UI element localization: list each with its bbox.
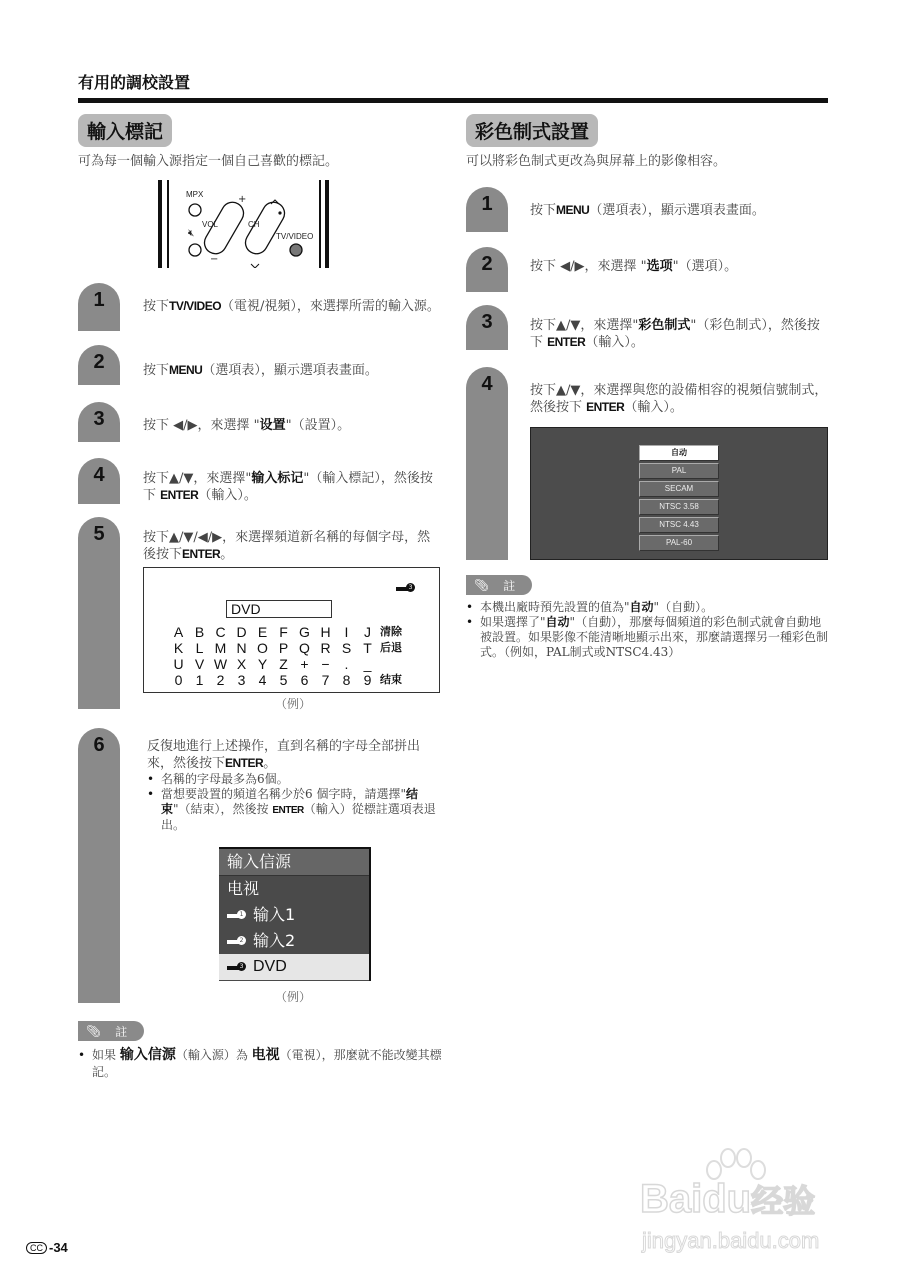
step-number: 2: [93, 351, 105, 373]
input-3-plug-icon: 3: [227, 962, 245, 972]
note-tag: 📎︎ 註: [466, 575, 532, 595]
key[interactable]: O: [257, 640, 268, 656]
step-text-4: 按下▲/▼，來選擇與您的設備相容的視頻信號制式，然後按下 ENTER（輸入）。: [530, 383, 828, 415]
key[interactable]: 8: [342, 672, 351, 688]
key[interactable]: T: [363, 640, 372, 656]
baidu-watermark: [640, 1148, 870, 1263]
key[interactable]: I: [344, 624, 349, 640]
section-title-input-label: 輸入標記: [78, 114, 172, 147]
paperclip-icon: 📎︎: [474, 578, 490, 592]
input-source-menu: [219, 847, 371, 981]
key[interactable]: C: [215, 624, 226, 640]
step-text-2: 按下 ◀/▶，來選擇 "选项"（選項）。: [530, 259, 738, 274]
step-text-3: 按下 ◀/▶，來選擇 "设置"（設置）。: [143, 418, 351, 433]
menu-item-tv[interactable]: 电视: [227, 879, 260, 898]
key[interactable]: 3: [237, 672, 246, 688]
step-tab-1: [78, 283, 120, 331]
clear-key[interactable]: 清除: [380, 626, 402, 638]
example-caption: （例）: [275, 990, 312, 1004]
watermark-brand: Baidu: [640, 1177, 752, 1221]
input-3-plug-icon: 3: [396, 578, 422, 592]
key[interactable]: M: [214, 640, 227, 656]
color-option-pal[interactable]: PAL: [639, 463, 719, 479]
section-intro-input-label: 可為每一個輸入源指定一個自己喜歡的標記。: [78, 154, 339, 169]
key[interactable]: D: [236, 624, 247, 640]
step-tab-3: [78, 402, 120, 442]
step-text-2: 按下MENU（選項表），顯示選項表畫面。: [143, 363, 378, 378]
note-tag: 📎︎ 註: [78, 1021, 144, 1041]
section-intro-color-system: 可以將彩色制式更改為與屏幕上的影像相容。: [466, 154, 727, 169]
mpx-label: MPX: [186, 190, 204, 199]
key[interactable]: V: [194, 656, 205, 672]
key[interactable]: W: [213, 656, 228, 672]
step-tab-6: [78, 728, 120, 1003]
mute-icon: 🔇︎: [188, 228, 195, 239]
key[interactable]: S: [341, 640, 352, 656]
color-option-ntsc443[interactable]: NTSC 4.43: [639, 517, 719, 533]
key[interactable]: +: [300, 656, 309, 672]
header-rule: [78, 98, 828, 103]
key[interactable]: K: [173, 640, 184, 656]
keyboard-row: [168, 624, 420, 640]
tv-video-label: TV/VIDEO: [276, 232, 314, 241]
key[interactable]: 6: [300, 672, 309, 688]
key[interactable]: 9: [363, 672, 372, 688]
section-title-color-system: 彩色制式設置: [466, 114, 598, 147]
character-entry-screen: [143, 567, 440, 693]
example-caption: （例）: [275, 697, 312, 711]
key[interactable]: 7: [321, 672, 330, 688]
key[interactable]: L: [195, 640, 204, 656]
step-number: 4: [481, 373, 493, 395]
step6-bullet-1: • 名稱的字母最多為6個。: [147, 772, 445, 787]
name-input-field[interactable]: DVD: [226, 600, 332, 618]
key[interactable]: 4: [258, 672, 267, 688]
step-text-3: 按下▲/▼，來選擇"彩色制式"（彩色制式），然後按下 ENTER（輸入）。: [530, 318, 820, 350]
remote-control-illustration: [158, 180, 333, 268]
step-tab-5: [78, 517, 120, 709]
key[interactable]: N: [236, 640, 247, 656]
menu-item-input2[interactable]: 2 输入2: [219, 928, 369, 954]
note-bullet-2: • 如果選擇了"自动"（自動），那麼每個頻道的彩色制式就會自動地被設置。如果影像不能清晰地顯示出來，那麼請選擇另一種彩色制式。（例如，PAL制式或NTSC4.43）: [466, 615, 831, 660]
key[interactable]: F: [279, 624, 288, 640]
color-option-auto[interactable]: 自动: [639, 445, 719, 461]
input-1-plug-icon: 1: [227, 910, 245, 920]
key[interactable]: 2: [216, 672, 225, 688]
key[interactable]: 1: [195, 672, 204, 688]
input-2-plug-icon: 2: [227, 936, 245, 946]
menu-item-dvd[interactable]: 3 DVD: [219, 954, 369, 980]
step-tab-1: [466, 187, 508, 232]
key[interactable]: 5: [279, 672, 288, 688]
key[interactable]: .: [344, 656, 349, 672]
step-text-1: 按下MENU（選項表），顯示選項表畫面。: [530, 203, 765, 218]
key[interactable]: G: [299, 624, 310, 640]
color-option-ntsc358[interactable]: NTSC 3.58: [639, 499, 719, 515]
color-option-secam[interactable]: SECAM: [639, 481, 719, 497]
region-badge: CC: [26, 1242, 47, 1254]
keyboard-row: [168, 656, 420, 672]
menu-header: 输入信源: [219, 849, 369, 876]
step-tab-4: [78, 458, 120, 504]
step-tab-4: [466, 367, 508, 560]
menu-item-input1[interactable]: 1 输入1: [219, 902, 369, 928]
key[interactable]: 0: [174, 672, 183, 688]
key[interactable]: H: [320, 624, 331, 640]
key[interactable]: P: [278, 640, 289, 656]
vol-label: VOL: [202, 220, 219, 229]
vol-plus-label: +: [238, 194, 247, 205]
step-text-4: 按下▲/▼，來選擇"输入标记"（輸入標記），然後按下 ENTER（輸入）。: [143, 471, 433, 503]
step-number: 5: [93, 523, 105, 545]
key[interactable]: U: [173, 656, 184, 672]
step-text-1: 按下TV/VIDEO（電視/視頻），來選擇所需的輸入源。: [143, 299, 440, 314]
key[interactable]: A: [173, 624, 184, 640]
step-text-5: 按下▲/▼/◀/▶，來選擇頻道新名稱的每個字母，然後按下ENTER。: [143, 530, 431, 562]
step-number: 2: [481, 253, 493, 275]
color-option-pal60[interactable]: PAL-60: [639, 535, 719, 551]
character-grid: [168, 624, 420, 688]
key[interactable]: J: [364, 624, 371, 640]
step-tab-3: [466, 305, 508, 350]
step6-bullet-2: • 當想要設置的頻道名稱少於6 個字時，請選擇"结束"（結束），然後按 ENTER（輸入）從標註選項表退出。: [147, 787, 445, 833]
page-number: -34: [49, 1240, 68, 1255]
color-system-menu: [639, 445, 719, 553]
key[interactable]: B: [194, 624, 205, 640]
empty-cmd: [378, 656, 420, 672]
watermark-brand-cn: 经验: [751, 1183, 816, 1219]
step-number: 4: [93, 464, 105, 486]
note-bullets: [466, 600, 831, 660]
keyboard-row: [168, 672, 420, 688]
step-number: 3: [481, 311, 493, 333]
note-bullet: • 如果 输入信源（輸入源）為 电视（電視），那麼就不能改變其標記。: [78, 1047, 457, 1081]
end-key[interactable]: 结束: [380, 674, 402, 686]
paperclip-icon: 📎︎: [86, 1024, 102, 1038]
step-text-6: 反復地進行上述操作，直到名稱的字母全部拼出來，然後按下ENTER。 • 名稱的字母最多為6個。 • 當想要設置的頻道名稱少於6 個字時，請選擇"结束"（結束），然後按 ENTER（輸入）從標註選項表退出。: [147, 738, 445, 833]
step-number: 1: [93, 289, 105, 311]
step-number: 6: [93, 734, 105, 756]
key[interactable]: Q: [299, 640, 310, 656]
ch-label: CH: [248, 220, 260, 229]
step-number: 1: [481, 193, 493, 215]
watermark-url: jingyan.baidu.com: [642, 1228, 820, 1253]
note-bullet-1: • 本機出廠時預先設置的值為"自动"（自動）。: [466, 600, 831, 615]
key[interactable]: E: [257, 624, 268, 640]
step-tab-2: [78, 345, 120, 385]
backspace-key[interactable]: 后退: [380, 642, 402, 654]
page-header: 有用的調校設置: [78, 73, 191, 92]
key[interactable]: _: [363, 656, 372, 672]
step-tab-2: [466, 247, 508, 292]
key[interactable]: −: [321, 656, 330, 672]
vol-minus-label: −: [210, 254, 219, 265]
key[interactable]: Z: [279, 656, 288, 672]
page-footer: [26, 1240, 68, 1255]
color-system-screen: [530, 427, 828, 560]
key[interactable]: X: [236, 656, 247, 672]
key[interactable]: R: [320, 640, 331, 656]
step-number: 3: [93, 408, 105, 430]
key[interactable]: Y: [257, 656, 268, 672]
keyboard-row: [168, 640, 420, 656]
